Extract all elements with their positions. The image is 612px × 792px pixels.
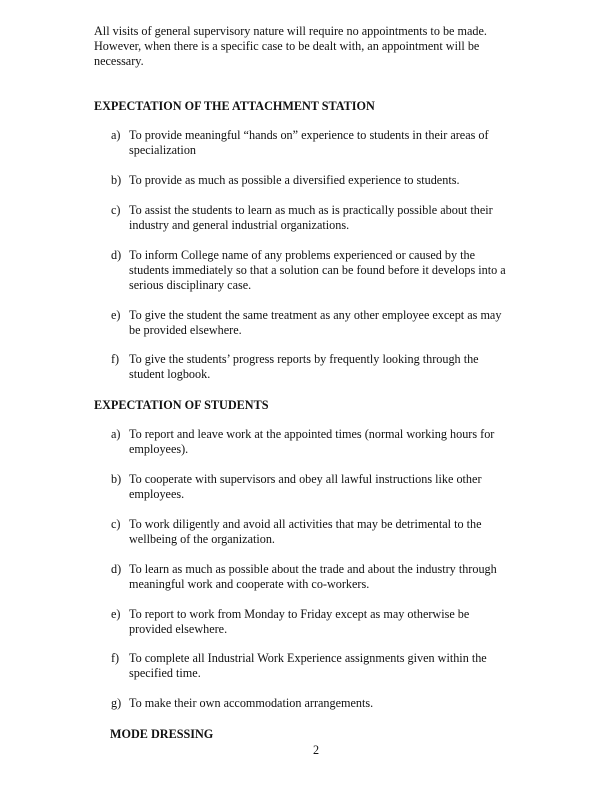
list-item-text: To make their own accommodation arrangements. (129, 696, 374, 710)
list-item-text: To report and leave work at the appointed times (normal working hours for employees). (129, 427, 495, 456)
list-item (111, 128, 541, 158)
list-item-text: To give the students’ progress reports by frequently looking through the student logbook. (129, 352, 479, 381)
intro-line: However, when there is a specific case to be dealt with, an appointment will be (94, 39, 480, 53)
section-heading-students: EXPECTATION OF STUDENTS (94, 398, 269, 412)
intro-line: necessary. (94, 54, 144, 68)
section-heading-attachment-station: EXPECTATION OF THE ATTACHMENT STATION (94, 99, 375, 113)
list-item (111, 427, 541, 457)
list-item (111, 517, 541, 547)
list-item-label: f) (111, 651, 120, 665)
list-item-label: b) (111, 472, 122, 486)
list-item-label: d) (111, 248, 122, 262)
list-item (111, 562, 541, 592)
list-item-label: a) (111, 128, 121, 142)
list-item-label: b) (111, 173, 122, 187)
list-item-label: e) (111, 308, 121, 322)
list-item-text: To assist the students to learn as much as is practically possible about their industry and general industrial organizations. (129, 203, 493, 232)
intro-line: All visits of general supervisory nature will require no appointments to be made. (94, 24, 487, 38)
list-item-label: f) (111, 352, 120, 366)
list-item-text: To report to work from Monday to Friday except as may otherwise be provided elsewhere. (129, 607, 470, 636)
list-item-text: To give the student the same treatment as any other employee except as may be provided elsewhere. (129, 308, 502, 337)
section-heading-mode-dressing: MODE DRESSING (110, 727, 214, 741)
list-item (111, 607, 541, 637)
list-item-label: d) (111, 562, 122, 576)
list-item-text: To cooperate with supervisors and obey all lawful instructions like other employees. (129, 472, 482, 501)
list-item-label: g) (111, 696, 122, 710)
list-item (111, 173, 541, 188)
list-item-label: c) (111, 203, 121, 217)
list-item (111, 352, 541, 382)
list-item-text: To complete all Industrial Work Experience assignments given within the specified time. (129, 651, 487, 680)
page-number: 2 (312, 743, 320, 757)
list-item-label: a) (111, 427, 121, 441)
list-item-label: c) (111, 517, 121, 531)
list-item-text: To provide as much as possible a diversified experience to students. (129, 173, 460, 187)
list-item-text: To inform College name of any problems experienced or caused by the students immediately so that a solution can be found before it develops into a serious disciplinary case. (129, 248, 506, 292)
intro-paragraph (94, 24, 534, 69)
list-item-text: To learn as much as possible about the trade and about the industry through meaningful work and cooperate with co-workers. (129, 562, 497, 591)
list-item (111, 308, 541, 338)
list-item (111, 203, 541, 233)
list-item (111, 696, 541, 711)
list-item (111, 651, 541, 681)
list-item-label: e) (111, 607, 121, 621)
list-item (111, 248, 541, 293)
list-item (111, 472, 541, 502)
list-item-text: To provide meaningful “hands on” experience to students in their areas of specialization (129, 128, 489, 157)
list-item-text: To work diligently and avoid all activities that may be detrimental to the wellbeing of the organization. (129, 517, 482, 546)
